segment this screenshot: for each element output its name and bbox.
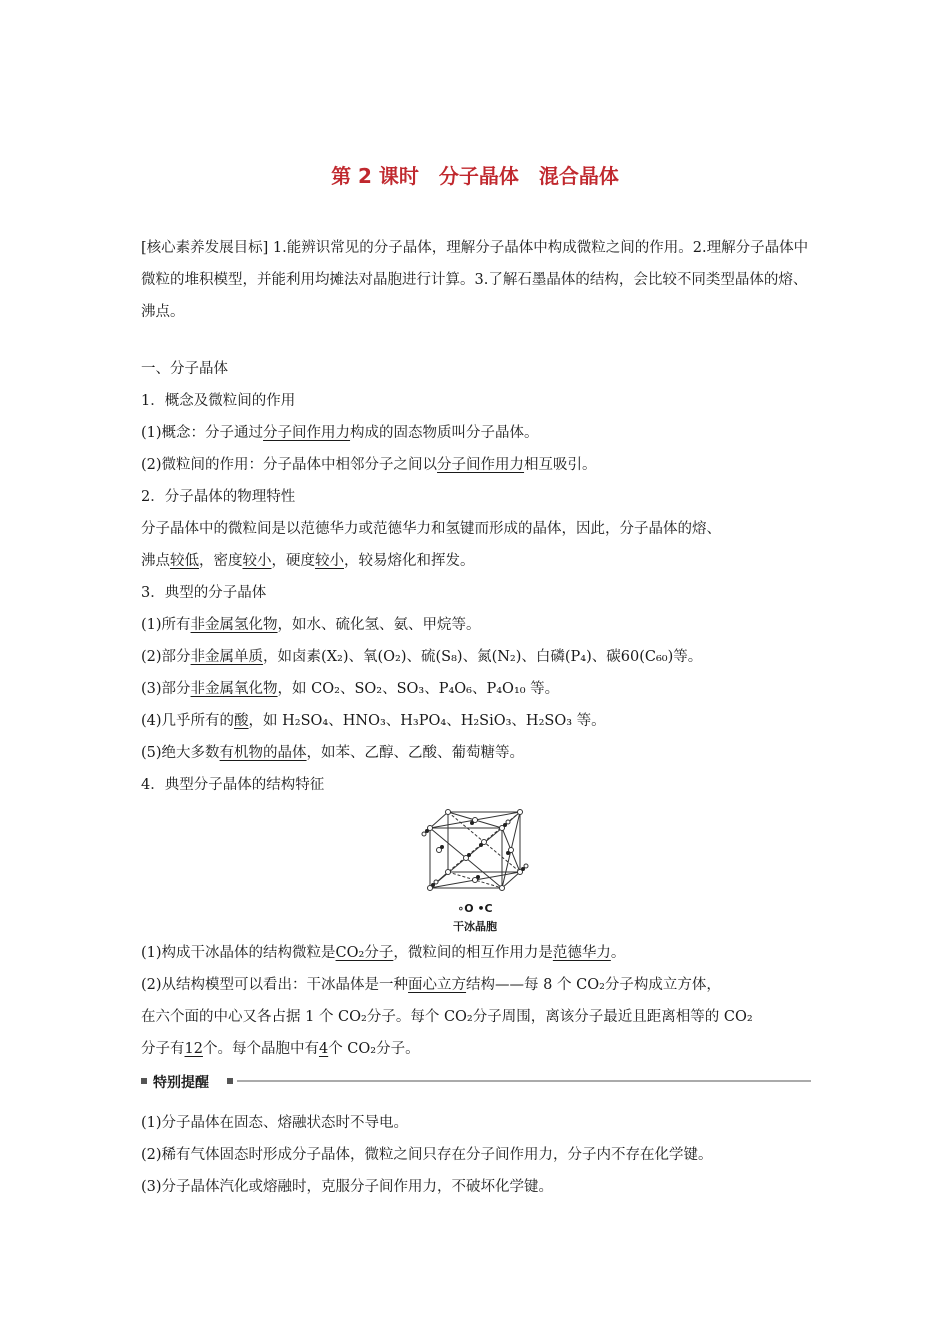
answer-underlined: 面心立方: [408, 977, 467, 993]
text: (1)概念：分子通过: [141, 425, 264, 441]
text: 构成的固态物质叫分子晶体。: [350, 425, 539, 441]
answer-underlined: 非金属单质: [190, 649, 264, 665]
text: 个。每个晶胞中有: [202, 1041, 319, 1057]
text: (3)部分: [141, 681, 191, 697]
text: ，密度: [199, 553, 243, 569]
answer-underlined: CO₂分子: [335, 945, 394, 961]
property-line-2: [141, 551, 475, 571]
subsection-heading-4: 4．典型分子晶体的结构特征: [141, 777, 325, 793]
bullet-square-icon: [141, 1078, 147, 1084]
concept-item: [141, 423, 539, 443]
typical-item-5: [141, 743, 524, 763]
structure-item-2-line-2: 在六个面的中心又各占据 1 个 CO₂分子。每个 CO₂分子周围，离该分子最近且距离相等的 CO₂: [141, 1009, 753, 1025]
text: ，如 CO₂、SO₂、SO₃、P₄O₆、P₄O₁₀ 等。: [277, 681, 560, 697]
special-tip-bar: [141, 1072, 811, 1092]
tip-item-3: (3)分子晶体汽化或熔融时，克服分子间作用力，不破坏化学键。: [141, 1179, 554, 1195]
text: (5)绝大多数: [141, 745, 220, 761]
answer-underlined: 有机物的晶体: [219, 745, 307, 761]
text: (1)所有: [141, 617, 191, 633]
text: (4)几乎所有的: [141, 713, 235, 729]
bullet-square-icon: [227, 1078, 233, 1084]
text: (2)从结构模型可以看出：干冰晶体是一种: [141, 977, 409, 993]
answer-underlined: 较低: [170, 553, 199, 569]
typical-item-2: [141, 647, 702, 667]
text: ，硬度: [271, 553, 315, 569]
text: 个 CO₂分子。: [328, 1041, 420, 1057]
answer-underlined: 非金属氧化物: [190, 681, 278, 697]
answer-underlined: 较小: [242, 553, 272, 569]
answer-underlined: 酸: [234, 713, 249, 729]
tip-item-1: (1)分子晶体在固态、熔融状态时不导电。: [141, 1115, 409, 1131]
special-tip-label: 特别提醒: [153, 1075, 209, 1091]
answer-underlined: 非金属氢化物: [190, 617, 278, 633]
subsection-heading-3: 3．典型的分子晶体: [141, 585, 267, 601]
answer-underlined: 分子间作用力: [437, 457, 525, 473]
core-goals-text: 1.能辨识常见的分子晶体，理解分子晶体中构成微粒之间的作用。2.理解分子晶体中微粒的堆积模型，并能利用均摊法对晶胞进行计算。3.了解石墨晶体的结构，会比较不同类型晶体的熔、沸点。: [141, 240, 809, 320]
answer-underlined: 12: [184, 1041, 203, 1057]
dry-ice-unit-cell-figure: [415, 800, 535, 900]
text: 结构——每 8 个 CO₂分子构成立方体，: [466, 977, 721, 993]
answer-underlined: 4: [318, 1041, 329, 1057]
text: 沸点: [141, 553, 170, 569]
text: (1)构成干冰晶体的结构微粒是: [141, 945, 336, 961]
typical-item-1: [141, 615, 481, 635]
structure-item-2-line-1: [141, 975, 721, 995]
lesson-title: 第 2 课时 分子晶体 混合晶体: [331, 164, 619, 188]
property-line-1: 分子晶体中的微粒间是以范德华力或范德华力和氢键而形成的晶体，因此，分子晶体的熔、: [141, 521, 721, 537]
interaction-item: [141, 455, 597, 475]
text: ，如 H₂SO₄、HNO₃、H₃PO₄、H₂SiO₃、H₂SO₃ 等。: [248, 713, 606, 729]
subsection-heading-1: 1．概念及微粒间的作用: [141, 393, 296, 409]
divider-rule: [237, 1080, 811, 1082]
structure-item-1: [141, 943, 625, 963]
subsection-heading-2: 2．分子晶体的物理特性: [141, 489, 296, 505]
text: ，如水、硫化氢、氨、甲烷等。: [277, 617, 481, 633]
text: ，微粒间的相互作用力是: [393, 945, 553, 961]
typical-item-3: [141, 679, 559, 699]
text: (2)微粒间的作用：分子晶体中相邻分子之间以: [141, 457, 438, 473]
text: ，如卤素(X₂)、氧(O₂)、硫(S₈)、氮(N₂)、白磷(P₄)、碳60(C₆₀)等。: [263, 649, 703, 665]
typical-item-4: [141, 711, 606, 731]
structure-item-2-line-3: [141, 1039, 420, 1059]
figure-legend: ∘O •C: [457, 902, 493, 915]
tip-item-2: (2)稀有气体固态时形成分子晶体，微粒之间只存在分子间作用力，分子内不存在化学键。: [141, 1147, 713, 1163]
core-goals-tag: [核心素养发展目标]: [141, 240, 269, 256]
text: (2)部分: [141, 649, 191, 665]
answer-underlined: 范德华力: [552, 945, 611, 961]
text: ，如苯、乙醇、乙酸、葡萄糖等。: [306, 745, 525, 761]
figure-caption: 干冰晶胞: [453, 920, 497, 933]
answer-underlined: 较小: [315, 553, 344, 569]
section-heading: 一、分子晶体: [141, 361, 228, 377]
core-goals-paragraph: [141, 232, 811, 328]
answer-underlined: 分子间作用力: [263, 425, 351, 441]
text: 分子有: [141, 1041, 185, 1057]
text: 。: [610, 945, 626, 961]
text: ，较易熔化和挥发。: [344, 553, 475, 569]
text: 相互吸引。: [524, 457, 597, 473]
